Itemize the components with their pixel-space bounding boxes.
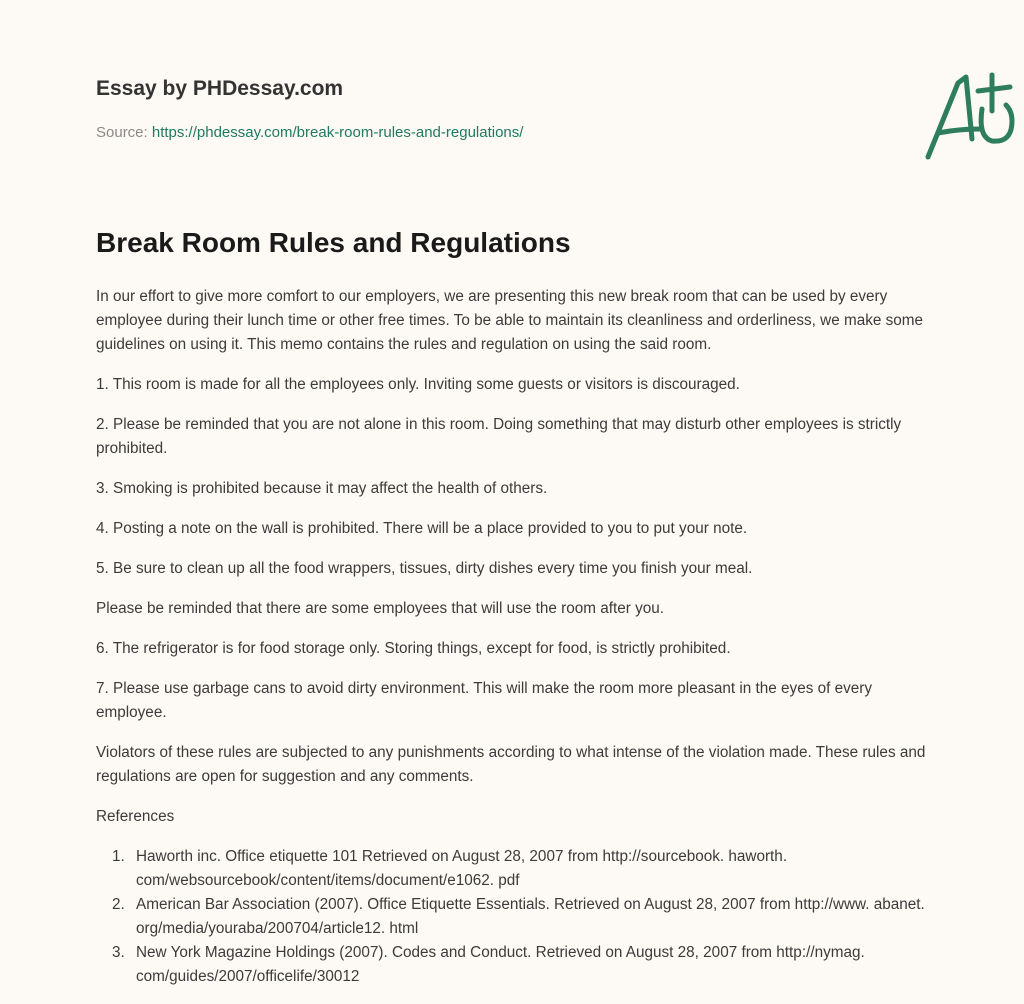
article-title: Break Room Rules and Regulations <box>96 227 571 258</box>
reference-item: Haworth inc. Office etiquette 101 Retrieved on August 28, 2007 from http://sourcebook. haworth. com/websourcebook/content/items/document/e1062. pdf <box>136 848 788 889</box>
reference-item: New York Magazine Holdings (2007). Codes and Conduct. Retrieved on August 28, 2007 from http://nymag. com/guides/2007/officelife/30012 <box>136 944 865 985</box>
references-list <box>96 845 932 989</box>
references-heading: References <box>96 808 175 825</box>
source-line <box>96 124 523 141</box>
site-title: Essay by PHDessay.com <box>96 77 344 100</box>
reference-item: American Bar Association (2007). Office Etiquette Essentials. Retrieved on August 28, 2007 from http://www. abanet. org/media/youraba/200704/article12. html <box>136 896 925 937</box>
a-plus-logo-icon <box>916 65 1024 165</box>
rule-2: 2. Please be reminded that you are not alone in this room. Doing something that may disturb other employees is strictly prohibited. <box>96 416 902 457</box>
rule-7: 7. Please use garbage cans to avoid dirty environment. This will make the room more pleasant in the eyes of every employee. <box>96 680 873 721</box>
intro-paragraph: In our effort to give more comfort to our employers, we are presenting this new break room that can be used by every employee during their lunch time or other free times. To be able to maintain its cleanliness and orderliness, we make some guidelines on using it. This memo contains the rules and regulation on using the said room. <box>96 288 924 353</box>
rule-6: 6. The refrigerator is for food storage only. Storing things, except for food, is strictly prohibited. <box>96 640 731 657</box>
article-body <box>96 285 932 989</box>
violators-paragraph: Violators of these rules are subjected to any punishments according to what intense of the violation made. These rules and regulations are open for suggestion and any comments. <box>96 744 926 785</box>
rule-1: 1. This room is made for all the employees only. Inviting some guests or visitors is discouraged. <box>96 376 740 393</box>
rule-3: 3. Smoking is prohibited because it may affect the health of others. <box>96 480 548 497</box>
rule-4: 4. Posting a note on the wall is prohibited. There will be a place provided to you to put your note. <box>96 520 748 537</box>
rule-5: 5. Be sure to clean up all the food wrappers, tissues, dirty dishes every time you finish your meal. <box>96 560 753 577</box>
source-link[interactable]: https://phdessay.com/break-room-rules-and-regulations/ <box>151 124 524 141</box>
source-label: Source: <box>96 124 148 141</box>
reminder-paragraph: Please be reminded that there are some employees that will use the room after you. <box>96 600 664 617</box>
